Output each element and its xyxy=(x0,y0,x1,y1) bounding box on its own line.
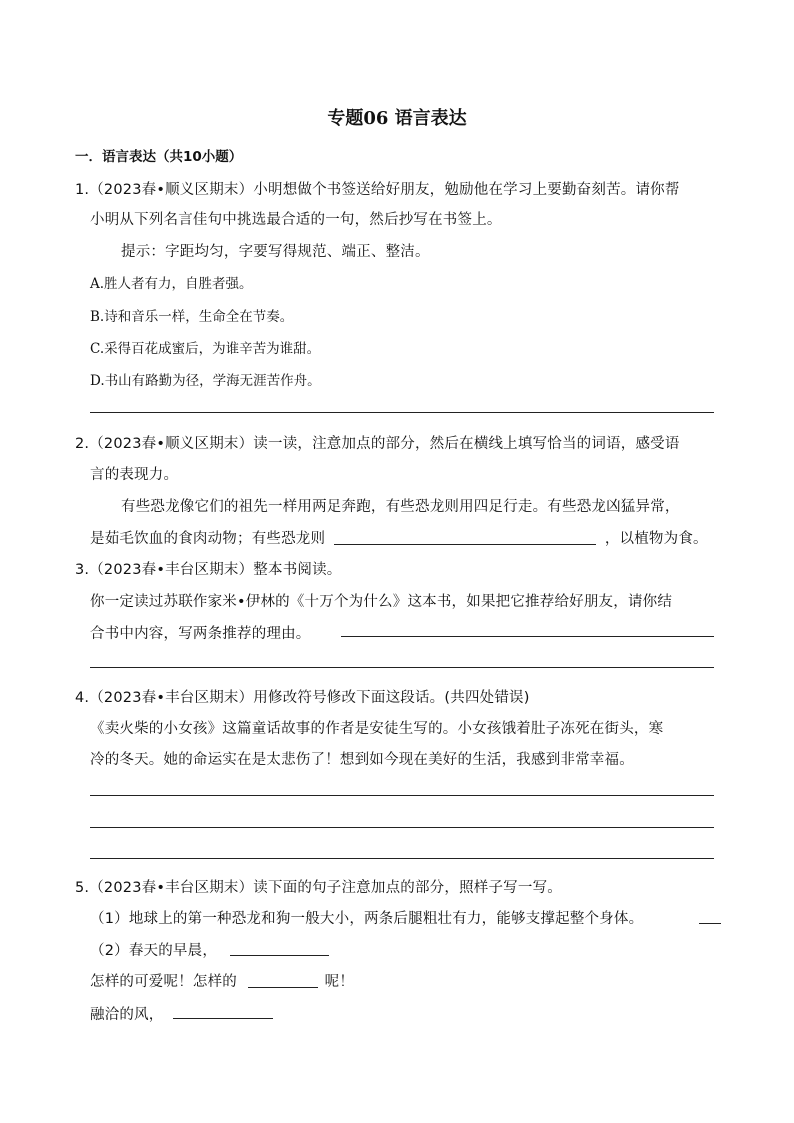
q4-line-3: 冷的冬天。她的命运实在是太悲伤了！想到如今现在美好的生活，我感到非常幸福。 xyxy=(90,752,634,768)
q4-answer-line-3[interactable] xyxy=(90,858,714,859)
q4-answer-line-1[interactable] xyxy=(90,795,714,796)
q5-blank-1[interactable] xyxy=(699,923,721,924)
q5-line-4-end: 呢！ xyxy=(324,974,355,990)
q2-line-4-end: ，以植物为食。 xyxy=(604,531,708,547)
q4-line-2: 《卖火柴的小女孩》这篇童话故事的作者是安徒生写的。小女孩饿着肚子冻死在街头，寒 xyxy=(90,721,664,737)
q5-line-3: （2）春天的早晨， xyxy=(90,943,218,959)
q1-option-a: A.胜人者有力，自胜者强。 xyxy=(90,276,253,292)
page-title: 专题06 语言表达 xyxy=(327,108,467,129)
q5-line-1: 5.（2023春•丰台区期末）读下面的句子注意加点的部分，照样子写一写。 xyxy=(75,880,562,896)
q4-line-1: 4.（2023春•丰台区期末）用修改符号修改下面这段话。(共四处错误) xyxy=(75,690,530,706)
q1-option-d: D.书山有路勤为径，学海无涯苦作舟。 xyxy=(90,373,321,389)
q3-answer-line-2[interactable] xyxy=(90,667,714,668)
q5-line-2: （1）地球上的第一种恐龙和狗一般大小，两条后腿粗壮有力，能够支撑起整个身体。 xyxy=(90,911,644,927)
q5-blank-4[interactable] xyxy=(173,1018,273,1019)
q2-line-4 xyxy=(90,527,708,548)
q5-line-5: 融洽的风， xyxy=(90,1007,164,1023)
q1-line-1: 1.（2023春•顺义区期末）小明想做个书签送给好朋友，勉励他在学习上要勤奋刻苦。请你帮 xyxy=(75,182,680,198)
q2-line-4-start: 是茹毛饮血的食肉动物；有些恐龙则 xyxy=(90,531,326,547)
q2-line-2: 言的表现力。 xyxy=(90,467,179,483)
q5-blank-3[interactable] xyxy=(248,973,318,988)
q2-blank[interactable] xyxy=(334,530,596,545)
q3-line-2: 你一定读过苏联作家米•伊林的《十万个为什么》这本书，如果把它推荐给好朋友，请你结 xyxy=(90,594,673,610)
q2-line-1: 2.（2023春•顺义区期末）读一读，注意加点的部分，然后在横线上填写恰当的词语，感受语 xyxy=(75,436,680,452)
q1-option-c: C.采得百花成蜜后，为谁辛苦为谁甜。 xyxy=(90,341,321,357)
q3-line-1: 3.（2023春•丰台区期末）整本书阅读。 xyxy=(75,562,342,578)
q1-option-b: B.诗和音乐一样，生命全在节奏。 xyxy=(90,309,294,325)
q1-hint: 提示：字距均匀，字要写得规范、端正、整洁。 xyxy=(121,244,430,260)
q5-line-4 xyxy=(90,970,354,991)
q4-answer-line-2[interactable] xyxy=(90,827,714,828)
q5-line-4-start: 怎样的可爱呢！怎样的 xyxy=(90,974,237,990)
q1-answer-line[interactable] xyxy=(90,412,714,413)
q1-line-2: 小明从下列名言佳句中挑选最合适的一句，然后抄写在书签上。 xyxy=(90,212,502,228)
q3-line-3: 合书中内容，写两条推荐的理由。 xyxy=(90,626,311,642)
section-heading: 一．语言表达（共10小题） xyxy=(75,149,243,165)
q2-line-3: 有些恐龙像它们的祖先一样用两足奔跑，有些恐龙则用四足行走。有些恐龙凶猛异常， xyxy=(121,499,680,515)
q3-answer-line-1[interactable] xyxy=(341,636,714,637)
q5-blank-2[interactable] xyxy=(230,955,329,956)
